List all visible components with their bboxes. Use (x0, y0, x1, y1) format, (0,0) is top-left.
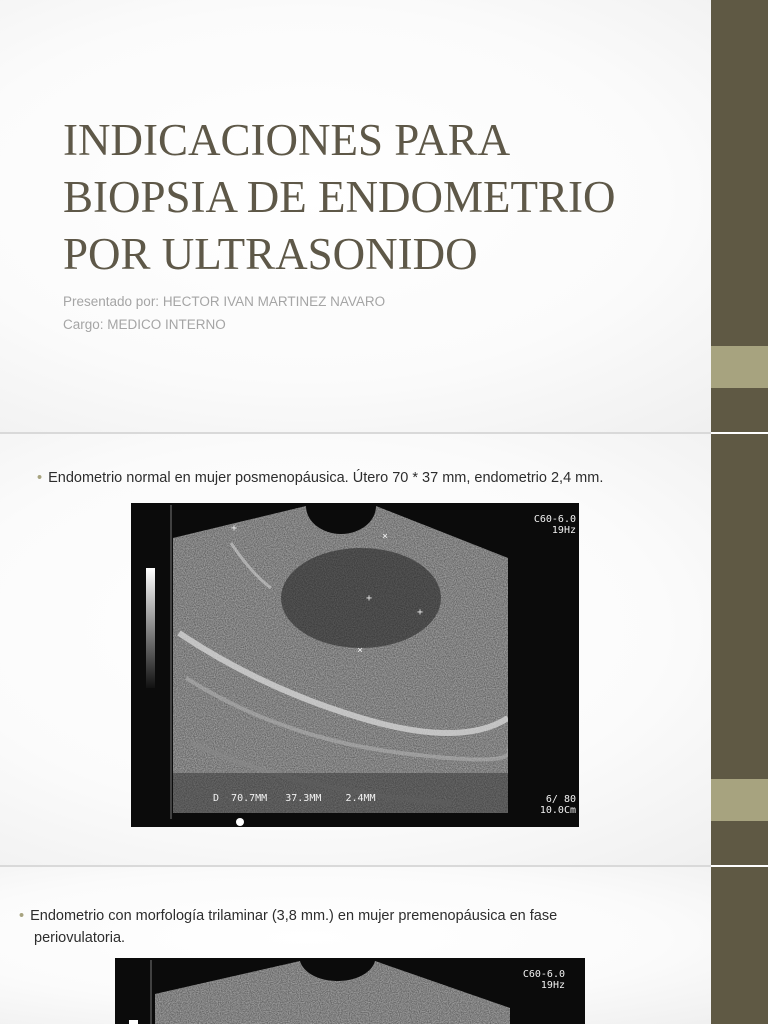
sidebar-accent (711, 346, 768, 388)
title-slide (0, 0, 768, 432)
content-slide-2 (0, 867, 768, 1024)
slide-title: INDICACIONES PARA BIOPSIA DE ENDOMETRIO POR ULTRASONIDO (63, 115, 616, 279)
svg-text:+: + (231, 523, 238, 534)
bullet-icon: • (37, 470, 43, 486)
svg-text:×: × (382, 531, 389, 542)
frame-readout: 6/ 80 10.0Cm (539, 794, 576, 816)
bullet-text-continued: periovulatoria. (34, 930, 126, 946)
slide-sidebar (711, 867, 768, 1024)
bullet-text: Endometrio normal en mujer posmenopáusica. Útero 70 * 37 mm, endometrio 2,4 mm. (48, 470, 604, 486)
slide-subtitle (63, 290, 385, 336)
sidebar-accent (711, 779, 768, 821)
svg-text:+: + (366, 593, 373, 604)
measurement-readout: D 70.7MM 37.3MM 2.4MM (213, 793, 376, 804)
svg-text:+: + (417, 607, 424, 618)
probe-readout: C60-6.0 19Hz (522, 969, 565, 991)
content-slide-1 (0, 434, 768, 865)
ultrasound-image (131, 503, 579, 827)
role-text: Cargo: MEDICO INTERNO (63, 317, 226, 332)
bullet-icon: • (19, 908, 25, 924)
probe-readout: C60-6.0 19Hz (533, 514, 576, 536)
presenter-text: Presentado por: HECTOR IVAN MARTINEZ NAVARO (63, 294, 386, 309)
svg-text:×: × (357, 645, 364, 656)
bullet-text: Endometrio con morfología trilaminar (3,8 mm.) en mujer premenopáusica en fase (30, 908, 558, 924)
bullet-item (19, 905, 659, 949)
ultrasound-image (115, 958, 585, 1024)
bullet-item (37, 467, 697, 489)
